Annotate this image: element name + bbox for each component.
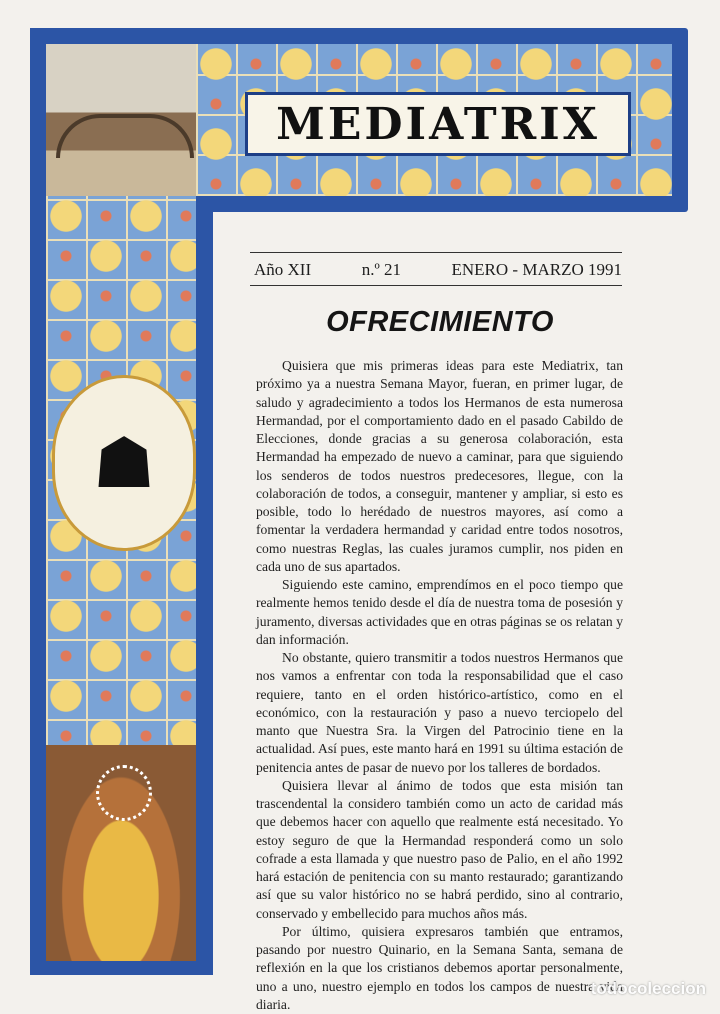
- bridge-illustration: [46, 44, 196, 196]
- article-heading: OFRECIMIENTO: [326, 306, 554, 338]
- issue-info: [254, 260, 622, 280]
- masthead: [245, 92, 631, 156]
- paragraph: Quisiera llevar al ánimo de todos que esta misión tan trascendental la considero también como un acto de caridad más que debemos hacer con aquello que realmente está necesitado. Yo estoy seguro de que la Hermandad responderá como un solo cofrade a esta llamada y que nuestro paso de Palio, en el año 1992 hará estación de penitencia con su manto restaurado; garantizando así que su valor histórico no se habrá perdido, sino al contrario, conservado y embellecido para muchos años más.: [256, 777, 623, 921]
- issue-number: n.º 21: [361, 260, 401, 279]
- watermark: todocoleccion: [590, 979, 706, 998]
- paragraph: Siguiendo este camino, emprendímos en el poco tiempo que realmente hemos tenido desde el día de nuestra toma de posesión y juramento, diversas actividades que en otras páginas se os relatan y dan información.: [256, 577, 623, 647]
- issue-year: Año XII: [254, 260, 312, 279]
- masthead-title: MEDIATRIX: [276, 98, 600, 150]
- divider-bottom: [250, 285, 622, 286]
- paragraph: No obstante, quiero transmitir a todos nuestros Hermanos que nos vamos a enfrentar con toda la responsabilidad que el caso requiere, tanto en el orden histórico-artístico, como en el económico, con la restauración y paso a nuevo terciopelo del manto que Nuestra Sra. la Virgen del Patrocinio tiene en la actualidad. Así pues, este manto hará en 1991 su última estación de penitencia antes de pasar de nuevo por los talleres de bordados.: [256, 650, 623, 775]
- divider-top: [250, 252, 622, 253]
- double-eagle-emblem-icon: ☗: [52, 375, 196, 551]
- paragraph: Por último, quisiera expresaros también que entramos, pasando por nuestro Quinario, en la Semana Santa, semana de reflexión en la que los cristianos debemos aportar personalmente, uno a uno, nuestro ejemplo en todos los campos de nuestra vida diaria.: [256, 923, 623, 1012]
- virgin-illustration: [46, 745, 196, 961]
- issue-period: ENERO - MARZO 1991: [451, 260, 622, 279]
- article-body: [256, 357, 623, 1014]
- paragraph: Quisiera que mis primeras ideas para este Mediatrix, tan próximo ya a nuestra Semana Mayor, fueran, en primer lugar, de saludo y agradecimiento a todos los Hermanos de esta numerosa Hermandad, por el comportamiento dado en el pasado Cabildo de Elecciones, donde gracias a su generosa colaboración, esta Hermandad ha empezado de nuevo a caminar, para que siguiendo los senderos de todos nuestros predecesores, llegue, con la colaboración de todos, a conseguir, mantener y ampliar, si esto es posible, todo lo herédado de nuestros mayores, así como a fomentar la verdadera hermandad y caridad entre todos nosotros, como nuestras Reglas, las cuales juramos cumplir, nos piden en cada uno de sus apartados.: [256, 358, 623, 574]
